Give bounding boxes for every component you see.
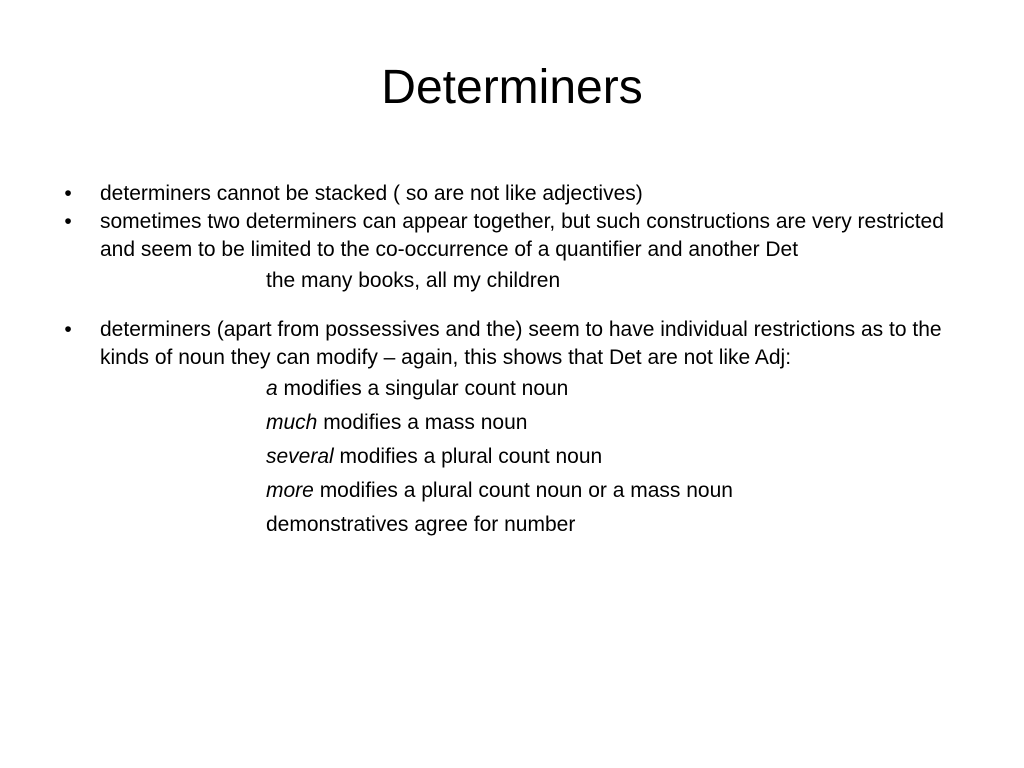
example-line [58, 264, 958, 298]
example-term: much [266, 411, 318, 434]
bullet-dot-icon: • [64, 210, 72, 233]
bullet-text: determiners (apart from possessives and the) seem to have individual restrictions as to the kinds of noun they can modify – again, this shows that Det are not like Adj: [100, 318, 942, 369]
example-text: modifies a plural count noun [333, 445, 603, 468]
bullet-item [58, 180, 958, 208]
example-text: modifies a plural count noun or a mass noun [313, 479, 733, 502]
example-line [58, 406, 958, 440]
bullet-text: determiners cannot be stacked ( so are not like adjectives) [100, 182, 643, 205]
example-line [58, 508, 958, 542]
example-term: several [266, 445, 334, 468]
example-text: modifies a mass noun [317, 411, 528, 434]
example-text: modifies a singular count noun [277, 377, 569, 400]
example-line [58, 474, 958, 508]
example-line [58, 372, 958, 406]
example-text: demonstratives agree for number [266, 513, 576, 536]
bullet-item [58, 208, 958, 264]
bullet-dot-icon: • [64, 318, 72, 341]
bullet-item [58, 316, 958, 372]
example-line [58, 440, 958, 474]
slide-title: Determiners [381, 61, 643, 114]
example-text: the many books, all my children [266, 269, 561, 292]
example-term: a [266, 377, 278, 400]
example-term: more [266, 479, 314, 502]
bullet-dot-icon: • [64, 182, 72, 205]
slide-body [58, 180, 958, 542]
bullet-text: sometimes two determiners can appear together, but such constructions are very restricted and seem to be limited to the co-occurrence of a quantifier and another Det [100, 210, 944, 261]
